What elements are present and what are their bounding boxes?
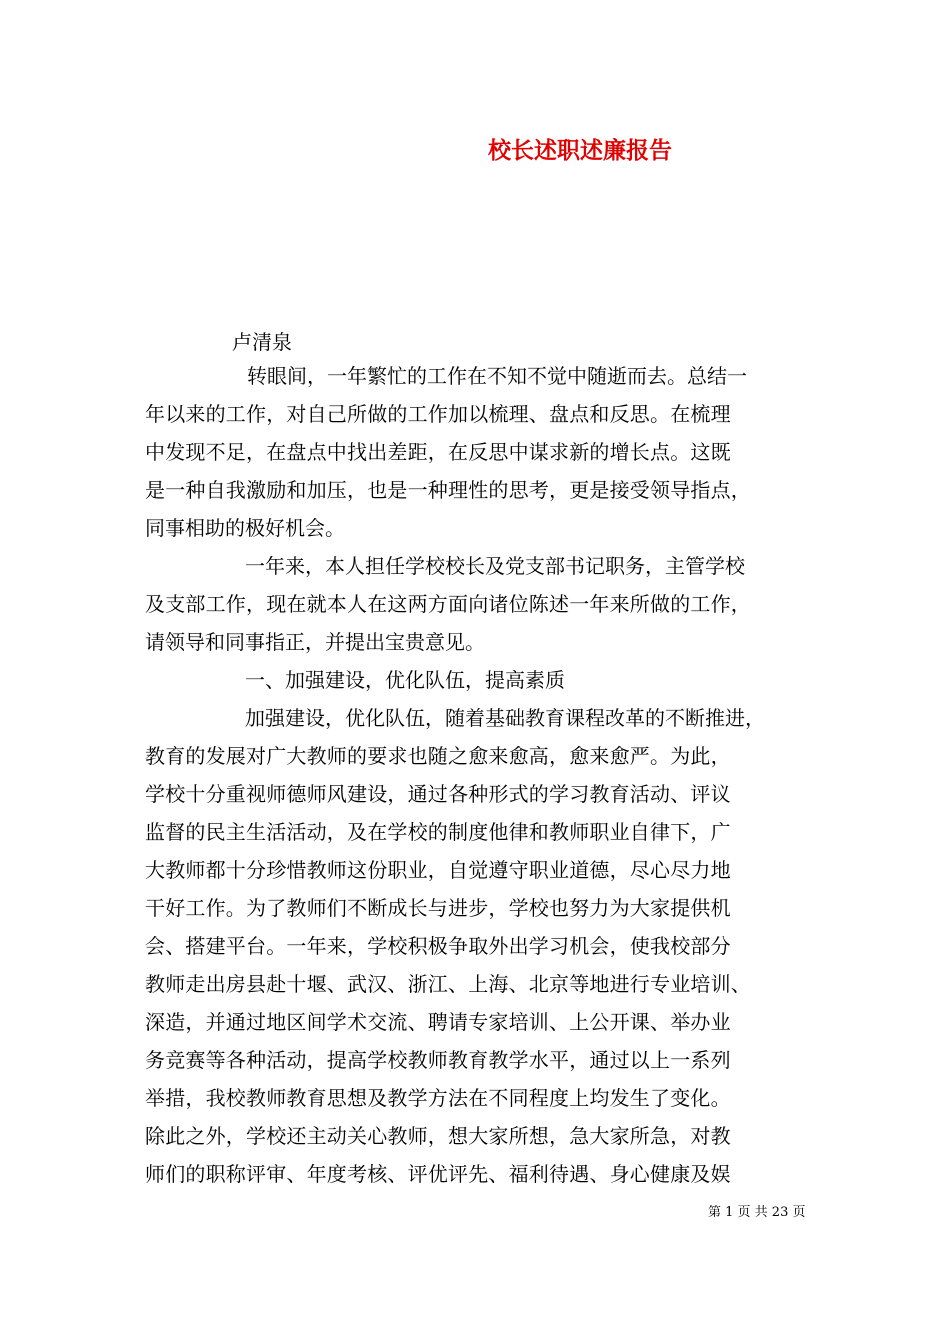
section-heading: 一、加强建设，优化队伍，提高素质 bbox=[245, 668, 565, 692]
body-line: 教育的发展对广大教师的要求也随之愈来愈高，愈来愈严。为此， bbox=[145, 744, 731, 768]
body-line: 干好工作。为了教师们不断成长与进步，学校也努力为大家提供机 bbox=[145, 896, 731, 920]
body-line: 除此之外，学校还主动关心教师，想大家所想，急大家所急，对教 bbox=[145, 1124, 731, 1148]
document-body bbox=[145, 357, 815, 1193]
body-line: 及支部工作，现在就本人在这两方面向诸位陈述一年来所做的工作， bbox=[145, 592, 751, 616]
body-line: 年以来的工作，对自己所做的工作加以梳理、盘点和反思。在梳理 bbox=[145, 402, 731, 426]
body-line: 务竞赛等各种活动，提高学校教师教育教学水平，通过以上一系列 bbox=[145, 1048, 731, 1072]
body-line: 会、搭建平台。一年来，学校积极争取外出学习机会，使我校部分 bbox=[145, 934, 731, 958]
body-line: 一年来，本人担任学校校长及党支部书记职务，主管学校 bbox=[245, 554, 745, 578]
body-line: 监督的民主生活活动，及在学校的制度他律和教师职业自律下，广 bbox=[145, 820, 731, 844]
body-line: 举措，我校教师教育思想及教学方法在不同程度上均发生了变化。 bbox=[145, 1086, 731, 1110]
page-number: 第 1 页 共 23 页 bbox=[708, 1205, 806, 1220]
document-title: 校长述职述廉报告 bbox=[488, 137, 672, 164]
body-line: 加强建设，优化队伍，随着基础教育课程改革的不断推进， bbox=[245, 706, 765, 730]
body-line: 深造，并通过地区间学术交流、聘请专家培训、上公开课、举办业 bbox=[145, 1010, 731, 1034]
body-line: 大教师都十分珍惜教师这份职业，自觉遵守职业道德，尽心尽力地 bbox=[145, 858, 731, 882]
body-line: 是一种自我激励和加压，也是一种理性的思考，更是接受领导指点， bbox=[145, 478, 751, 502]
body-line: 转眼间，一年繁忙的工作在不知不觉中随逝而去。总结一 bbox=[247, 364, 747, 388]
body-line: 教师走出房县赴十堰、武汉、浙江、上海、北京等地进行专业培训、 bbox=[145, 972, 751, 996]
body-line: 同事相助的极好机会。 bbox=[145, 516, 345, 540]
body-line: 请领导和同事指正，并提出宝贵意见。 bbox=[145, 630, 485, 654]
body-line: 学校十分重视师德师风建设，通过各种形式的学习教育活动、评议 bbox=[145, 782, 731, 806]
body-line: 中发现不足，在盘点中找出差距，在反思中谋求新的增长点。这既 bbox=[145, 440, 731, 464]
author-name: 卢清泉 bbox=[232, 330, 292, 354]
body-line: 师们的职称评审、年度考核、评优评先、福利待遇、身心健康及娱 bbox=[145, 1162, 731, 1186]
